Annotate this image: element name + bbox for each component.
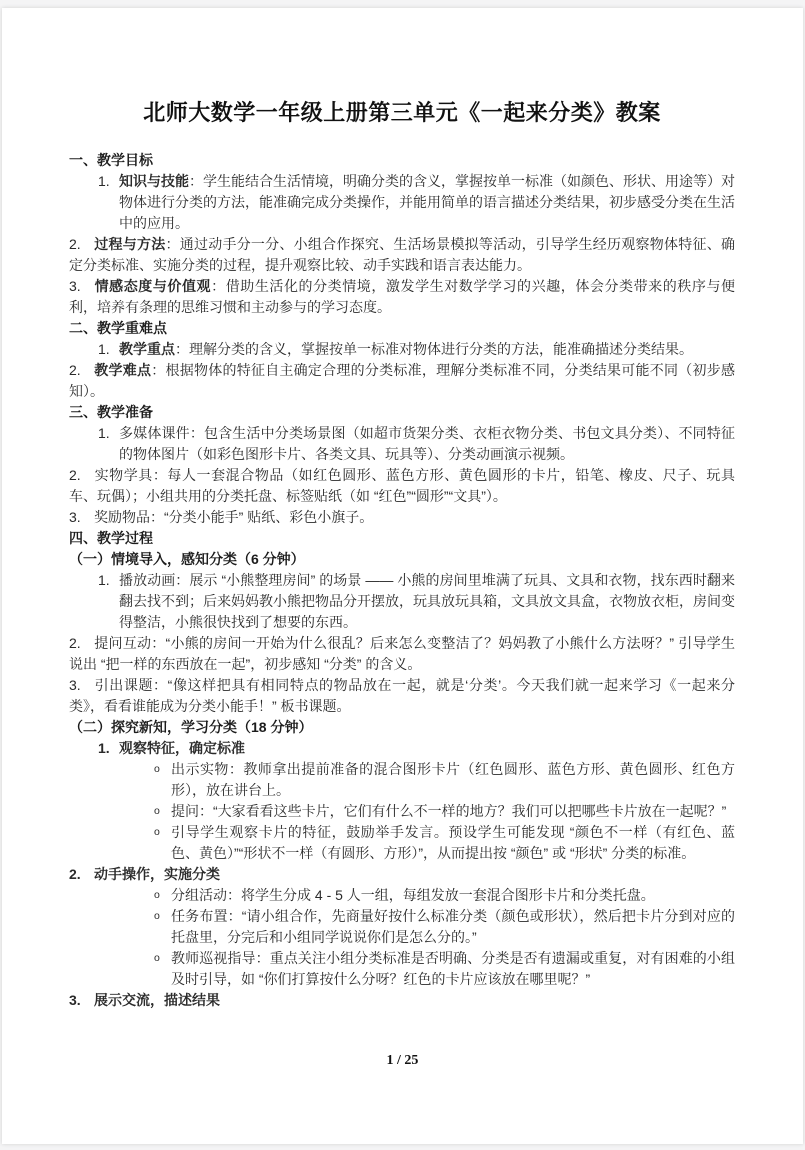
section-heading: 三、教学准备 bbox=[69, 404, 153, 420]
numbered-item-bold bbox=[69, 990, 735, 1011]
numbered-item bbox=[69, 507, 735, 528]
item-number: 2. bbox=[69, 467, 81, 483]
item-text: 播放动画：展示 “小熊整理房间” 的场景 —— 小熊的房间里堆满了玩具、文具和衣物，找东西时翻来翻去找不到；后来妈妈教小熊把物品分开摆放，玩具放玩具箱，文具放文具盒，衣物放衣柜，房间变得整洁，小熊很快找到了想要的东西。 bbox=[119, 572, 735, 630]
item-lead: 教学重点 bbox=[119, 341, 175, 357]
page-number: 1 / 25 bbox=[386, 1053, 419, 1068]
item-number: 3. bbox=[69, 509, 81, 525]
numbered-item-bold bbox=[69, 864, 735, 885]
item-text: 知识与技能：学生能结合生活情境，明确分类的含义，掌握按单一标准（如颜色、形状、用途等）对物体进行分类的方法，能准确完成分类操作，并能用简单的语言描述分类结果，初步感受分类在生活中的应用。 bbox=[119, 173, 735, 231]
item-number: 2. bbox=[69, 362, 81, 378]
numbered-item bbox=[98, 570, 735, 633]
item-number: 2. bbox=[69, 866, 81, 882]
item-number: 3. bbox=[69, 677, 81, 693]
document-page bbox=[2, 8, 803, 1144]
section-heading: 四、教学过程 bbox=[69, 530, 153, 546]
bullet-item bbox=[154, 948, 735, 990]
bullet-text: 提问：“大家看看这些卡片，它们有什么不一样的地方？我们可以把哪些卡片放在一起呢？” bbox=[171, 803, 727, 819]
bullet-marker: o bbox=[154, 889, 160, 901]
document-content bbox=[2, 8, 803, 1011]
numbered-item bbox=[69, 633, 735, 675]
item-text: 教学重点：理解分类的含义，掌握按单一标准对物体进行分类的方法，能准确描述分类结果。 bbox=[119, 341, 693, 357]
section-heading: 二、教学重难点 bbox=[69, 320, 167, 336]
item-text: 提问互动：“小熊的房间一开始为什么很乱？后来怎么变整洁了？妈妈教了小熊什么方法呀？” 引导学生说出 “把一样的东西放在一起”，初步感知 “分类” 的含义。 bbox=[69, 635, 735, 672]
bullet-text: 任务布置：“请小组合作，先商量好按什么标准分类（颜色或形状），然后把卡片分到对应的托盘里，分完后和小组同学说说你们是怎么分的。” bbox=[171, 908, 735, 945]
bullet-item bbox=[154, 822, 735, 864]
stage-heading: （二）探究新知，学习分类（18 分钟） bbox=[69, 719, 313, 735]
item-text: 动手操作，实施分类 bbox=[94, 866, 220, 882]
bullet-text: 分组活动：将学生分成 4 - 5 人一组，每组发放一套混合图形卡片和分类托盘。 bbox=[171, 887, 655, 903]
item-lead: 知识与技能 bbox=[119, 173, 189, 189]
bullet-text: 引导学生观察卡片的特征，鼓励举手发言。预设学生可能发现 “颜色不一样（有红色、蓝色、黄色）”“形状不一样（有圆形、方形）”，从而提出按 “颜色” 或 “形状” 分类的标准。 bbox=[171, 824, 735, 861]
item-text: 多媒体课件：包含生活中分类场景图（如超市货架分类、衣柜衣物分类、书包文具分类）、不同特征的物体图片（如彩色图形卡片、各类文具、玩具等）、分类动画演示视频。 bbox=[119, 425, 735, 462]
item-number: 1. bbox=[98, 572, 110, 588]
numbered-item bbox=[69, 675, 735, 717]
bullet-text: 教师巡视指导：重点关注小组分类标准是否明确、分类是否有遗漏或重复，对有困难的小组及时引导，如 “你们打算按什么分呀？红色的卡片应该放在哪里呢？” bbox=[171, 950, 735, 987]
numbered-item bbox=[69, 465, 735, 507]
item-number: 3. bbox=[69, 992, 81, 1008]
item-lead: 情感态度与价值观 bbox=[94, 278, 212, 294]
bullet-marker: o bbox=[154, 805, 160, 817]
numbered-item bbox=[98, 423, 735, 465]
stage-heading: （一）情境导入，感知分类（6 分钟） bbox=[69, 551, 305, 567]
item-lead: 教学难点 bbox=[94, 362, 152, 378]
numbered-item bbox=[98, 171, 735, 234]
doc-body bbox=[69, 150, 735, 1011]
item-number: 2. bbox=[69, 236, 81, 252]
doc-title: 北师大数学一年级上册第三单元《一起来分类》教案 bbox=[143, 100, 661, 125]
bullet-marker: o bbox=[154, 910, 160, 922]
item-text: 实物学具：每人一套混合物品（如红色圆形、蓝色方形、黄色圆形的卡片，铅笔、橡皮、尺子、玩具车、玩偶）；小组共用的分类托盘、标签贴纸（如 “红色”“圆形”“文具”）。 bbox=[69, 467, 735, 504]
item-text: 教学难点：根据物体的特征自主确定合理的分类标准，理解分类标准不同，分类结果可能不同（初步感知）。 bbox=[69, 362, 736, 399]
item-text: 展示交流，描述结果 bbox=[94, 992, 220, 1008]
bullet-item bbox=[154, 759, 735, 801]
bullet-item bbox=[154, 906, 735, 948]
numbered-item bbox=[69, 234, 735, 276]
bullet-item bbox=[154, 885, 735, 906]
bullet-marker: o bbox=[154, 763, 160, 775]
item-lead: 过程与方法 bbox=[94, 236, 166, 252]
item-number: 2. bbox=[69, 635, 81, 651]
bullet-text: 出示实物：教师拿出提前准备的混合图形卡片（红色圆形、蓝色方形、黄色圆形、红色方形），放在讲台上。 bbox=[171, 761, 735, 798]
item-number: 1. bbox=[98, 740, 110, 756]
item-number: 1. bbox=[98, 425, 110, 441]
bullet-item bbox=[154, 801, 735, 822]
item-text: 情感态度与价值观：借助生活化的分类情境，激发学生对数学学习的兴趣，体会分类带来的秩序与便利，培养有条理的思维习惯和主动参与的学习态度。 bbox=[69, 278, 736, 315]
item-text: 过程与方法：通过动手分一分、小组合作探究、生活场景模拟等活动，引导学生经历观察物体特征、确定分类标准、实施分类的过程，提升观察比较、动手实践和语言表达能力。 bbox=[69, 236, 735, 273]
item-text: 引出课题：“像这样把具有相同特点的物品放在一起，就是‘分类’。今天我们就一起来学习《一起来分类》，看看谁能成为分类小能手！” 板书课题。 bbox=[69, 677, 735, 714]
numbered-item bbox=[98, 339, 735, 360]
item-number: 1. bbox=[98, 341, 110, 357]
item-text: 奖励物品：“分类小能手” 贴纸、彩色小旗子。 bbox=[94, 509, 374, 525]
section-heading: 一、教学目标 bbox=[69, 152, 153, 168]
numbered-item-bold bbox=[98, 738, 735, 759]
bullet-marker: o bbox=[154, 826, 160, 838]
item-number: 1. bbox=[98, 173, 110, 189]
item-number: 3. bbox=[69, 278, 81, 294]
numbered-item bbox=[69, 360, 735, 402]
numbered-item bbox=[69, 276, 735, 318]
bullet-marker: o bbox=[154, 952, 160, 964]
item-text: 观察特征，确定标准 bbox=[119, 740, 245, 756]
